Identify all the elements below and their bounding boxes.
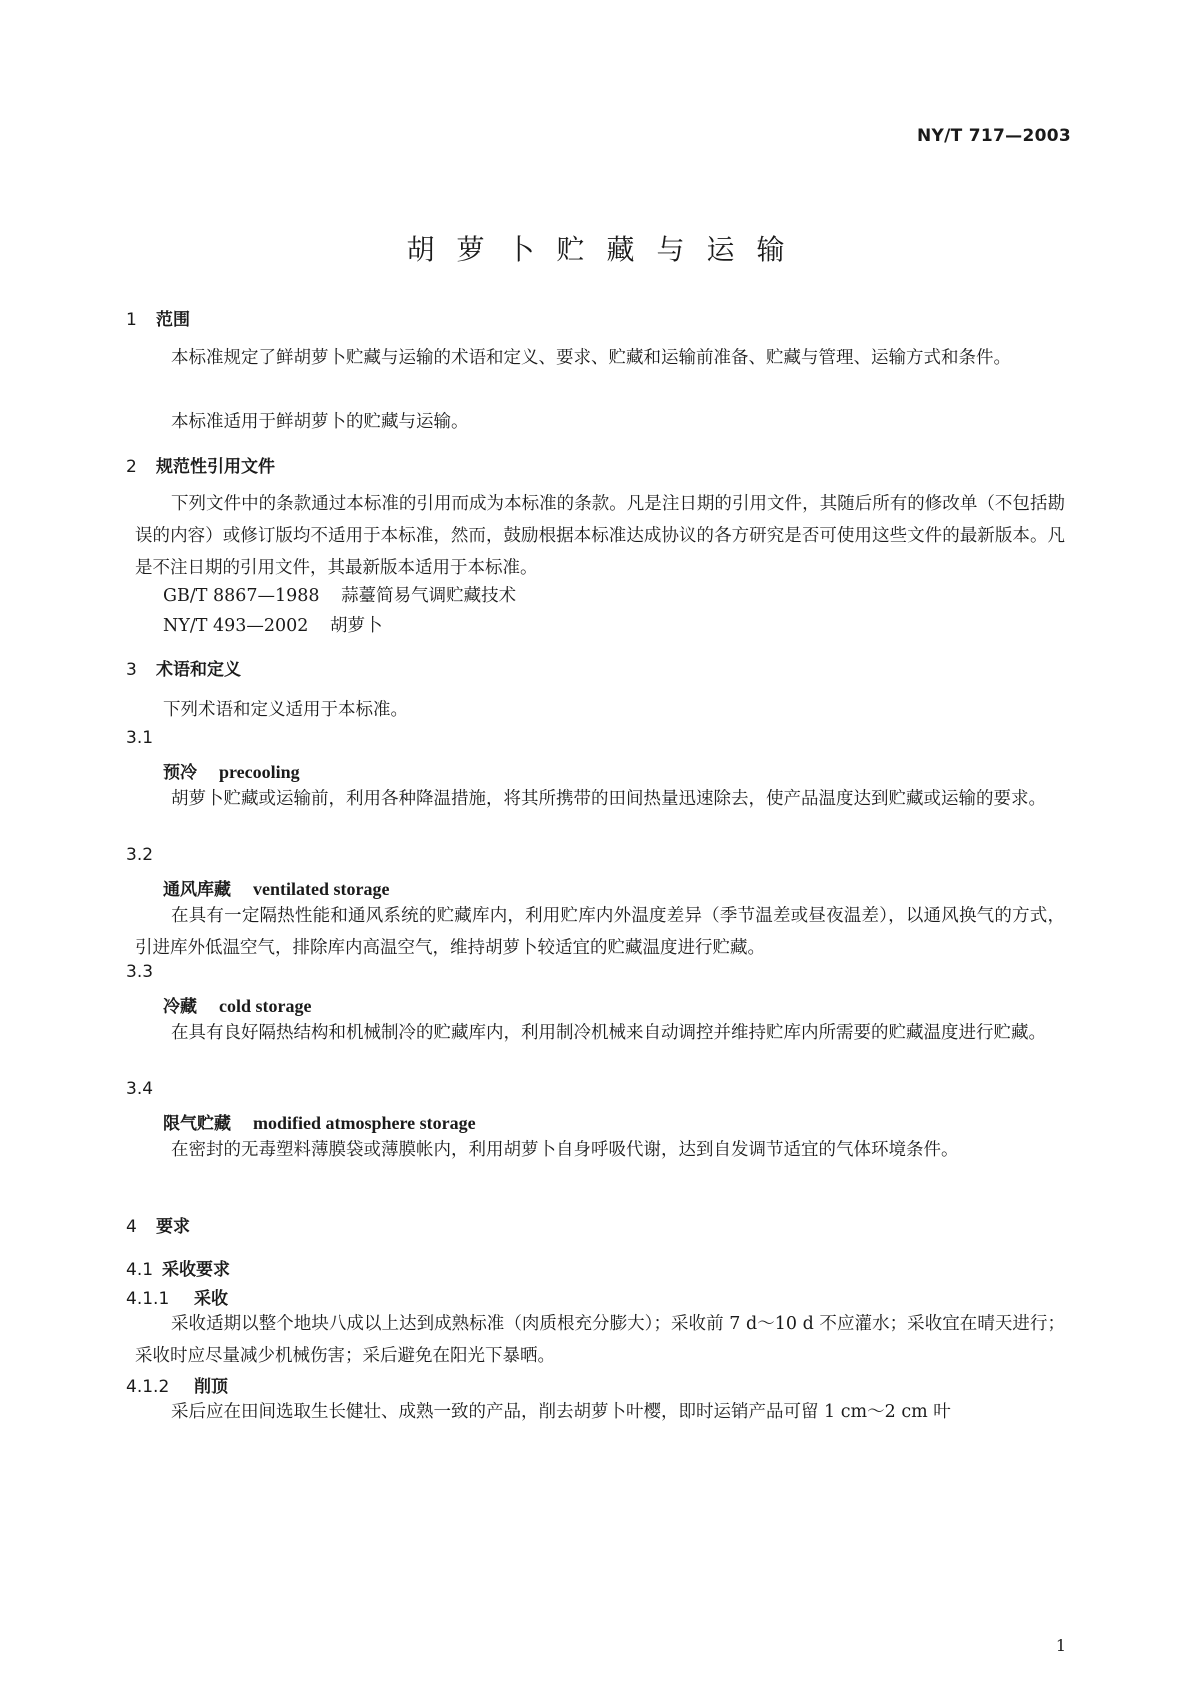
term-definition: 在密封的无毒塑料薄膜袋或薄膜帐内，利用胡萝卜自身呼吸代谢，达到自发调节适宜的气体环境条件。 [171,1140,959,1160]
section-number: 2 [126,457,137,477]
section-1-paragraph-1: 本标准规定了鲜胡萝卜贮藏与运输的术语和定义、要求、贮藏和运输前准备、贮藏与管理、运输方式和条件。 [171,348,1011,368]
section-title: 术语和定义 [156,660,241,680]
term-definition: 胡萝卜贮藏或运输前，利用各种降温措施，将其所携带的田间热量迅速除去，使产品温度达到贮藏或运输的要求。 [171,789,1046,809]
subsection-4-1-2-heading [126,1372,228,1397]
subsection-4-1-1-paragraph: 采收适期以整个地块八成以上达到成熟标准（肉质根充分膨大）；采收前 7 d～10 d 不应灌水；采收宜在晴天进行；采收时应尽量减少机械伤害；采后避免在阳光下暴晒。 [135,1314,1065,1366]
term-heading [163,1109,476,1134]
subsection-number: 4.1 [126,1260,154,1280]
reference-item [163,612,383,637]
reference-item [163,582,516,607]
section-title: 要求 [156,1217,190,1237]
section-2-heading [126,452,275,477]
term-number: 3.3 [126,962,154,982]
term-cn: 冷藏 [163,997,197,1017]
subsection-number: 4.1.1 [126,1289,170,1309]
document-title: 胡萝卜贮藏与运输 [406,233,807,266]
subsection-title: 采收要求 [162,1260,230,1280]
term-number: 3.2 [126,845,154,865]
section-title: 范围 [156,310,190,330]
section-number: 3 [126,660,137,680]
term-heading [163,992,311,1017]
term-en: ventilated storage [253,879,390,899]
section-title: 规范性引用文件 [156,457,275,477]
term-heading [163,875,389,900]
document-number: NY/T 717—2003 [917,126,1071,146]
reference-name: 蒜薹简易气调贮藏技术 [341,586,517,606]
term-number: 3.1 [126,728,154,748]
term-heading [163,758,300,783]
subsection-4-1-heading [126,1255,230,1280]
reference-name: 胡萝卜 [330,616,383,636]
subsection-title: 削顶 [194,1377,228,1397]
term-definition: 在具有一定隔热性能和通风系统的贮藏库内，利用贮库内外温度差异（季节温差或昼夜温差），以通风换气的方式，引进库外低温空气，排除库内高温空气，维持胡萝卜较适宜的贮藏温度进行贮藏。 [135,906,1065,958]
section-3-heading [126,655,241,680]
reference-code: GB/T 8867—1988 [163,586,320,606]
term-cn: 预冷 [163,763,197,783]
subsection-4-1-2-paragraph: 采后应在田间选取生长健壮、成熟一致的产品，削去胡萝卜叶樱，即时运销产品可留 1 cm～2 cm 叶 [171,1402,951,1422]
subsection-4-1-1-heading [126,1284,228,1309]
term-en: precooling [219,762,300,782]
term-number: 3.4 [126,1079,154,1099]
section-number: 4 [126,1217,137,1237]
section-4-heading [126,1212,190,1237]
subsection-number: 4.1.2 [126,1377,170,1397]
term-en: cold storage [219,996,312,1016]
term-cn: 限气贮藏 [163,1114,231,1134]
reference-code: NY/T 493—2002 [163,616,309,636]
section-number: 1 [126,310,137,330]
section-1-heading [126,305,190,330]
subsection-title: 采收 [194,1289,228,1309]
section-2-paragraph: 下列文件中的条款通过本标准的引用而成为本标准的条款。凡是注日期的引用文件，其随后所有的修改单（不包括勘误的内容）或修订版均不适用于本标准，然而，鼓励根据本标准达成协议的各方研究是否可使用这些文件的最新版本。凡是不注日期的引用文件，其最新版本适用于本标准。 [135,494,1065,578]
section-3-intro: 下列术语和定义适用于本标准。 [163,700,408,720]
term-definition: 在具有良好隔热结构和机械制冷的贮藏库内，利用制冷机械来自动调控并维持贮库内所需要的贮藏温度进行贮藏。 [171,1023,1046,1043]
term-en: modified atmosphere storage [253,1113,476,1133]
page-number: 1 [1055,1636,1066,1655]
term-cn: 通风库藏 [163,880,231,900]
section-1-paragraph-2: 本标准适用于鲜胡萝卜的贮藏与运输。 [171,412,469,432]
